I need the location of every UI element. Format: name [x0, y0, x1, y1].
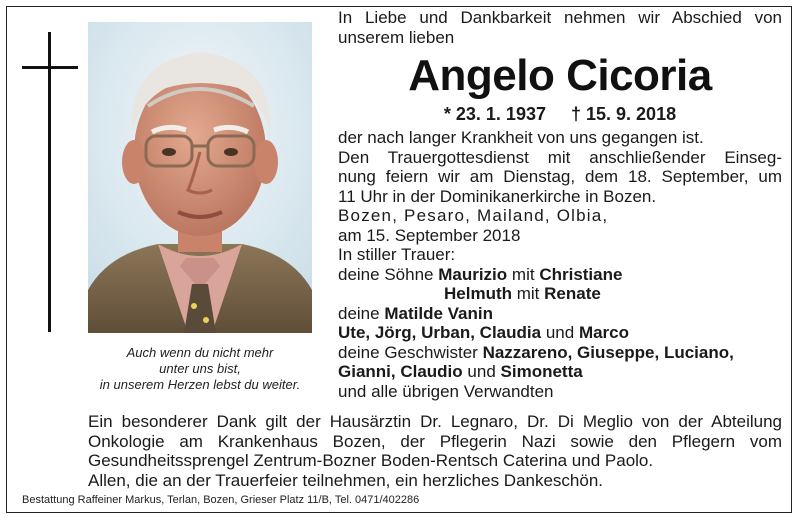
deceased-name: Angelo Cicoria: [408, 51, 712, 100]
family-siblings: deine Geschwister Nazzareno, Giuseppe, Luciano,: [338, 342, 734, 362]
quote-line: unter uns bist,: [159, 361, 241, 376]
intro-line: unserem lieben: [338, 27, 455, 47]
service-line: Den Trauergottesdienst mit anschließender Einseg-: [338, 147, 782, 167]
memorial-quote: [88, 345, 312, 393]
cross-icon: [48, 32, 51, 332]
partner-name: Christiane: [539, 264, 623, 284]
funeral-home-footer: Bestattung Raffeiner Markus, Terlan, Bozen, Grieser Platz 11/B, Tel. 0471/402286: [22, 494, 420, 506]
wife-name: Matilde Vanin: [384, 303, 493, 323]
family-sons: deine Söhne Maurizio mit Christiane: [338, 264, 623, 284]
family-wife: deine Matilde Vanin: [338, 303, 493, 323]
son-name: Helmuth: [444, 284, 512, 303]
family-siblings-2: Gianni, Claudio und Simonetta: [338, 362, 583, 381]
life-dates: [338, 103, 782, 125]
mourning-line: In stiller Trauer:: [338, 245, 456, 264]
quote-line: Auch wenn du nicht mehr: [126, 345, 274, 360]
illness-line: der nach langer Krankheit von uns gegangen ist.: [338, 128, 704, 147]
portrait-photo: [88, 22, 312, 333]
family-sons-2: Helmuth mit Renate: [444, 284, 601, 303]
service-line: nung feiern wir am Dienstag, dem 18. September, um: [338, 167, 782, 186]
announcement-text: [338, 8, 782, 401]
thanks-line: Onkologie am Krankenhaus Bozen, der Pflegerin Nazi sowie den Pflegern vom: [88, 431, 782, 451]
intro-line: In Liebe und Dankbarkeit nehmen wir Abschied von: [338, 8, 782, 27]
death-date: † 15. 9. 2018: [571, 104, 677, 124]
family-others: und alle übrigen Verwandten: [338, 381, 554, 401]
quote-line: in unserem Herzen lebst du weiter.: [99, 377, 301, 392]
date-line: am 15. September 2018: [338, 225, 521, 245]
birth-date: * 23. 1. 1937: [443, 104, 546, 124]
thanks-text: [88, 412, 782, 490]
thanks-line: Allen, die an der Trauerfeier teilnehmen, ein herzliches Dankeschön.: [88, 470, 604, 490]
partner-name: Renate: [544, 284, 601, 303]
service-line: 11 Uhr in der Dominikanerkirche in Bozen.: [338, 186, 657, 206]
thanks-line: Ein besonderer Dank gilt der Hausärztin Dr. Legnaro, Dr. Di Meglio von der Abteilung: [88, 412, 782, 431]
family-grandchildren: Ute, Jörg, Urban, Claudia und Marco: [338, 323, 630, 342]
son-name: Maurizio: [438, 264, 508, 284]
thanks-line: Gesundheitssprengel Zentrum-Bozner Boden-Rentsch Caterina und Paolo.: [88, 451, 654, 470]
places-line: Bozen, Pesaro, Mailand, Olbia,: [338, 206, 609, 225]
cross-icon-bar: [22, 66, 78, 69]
